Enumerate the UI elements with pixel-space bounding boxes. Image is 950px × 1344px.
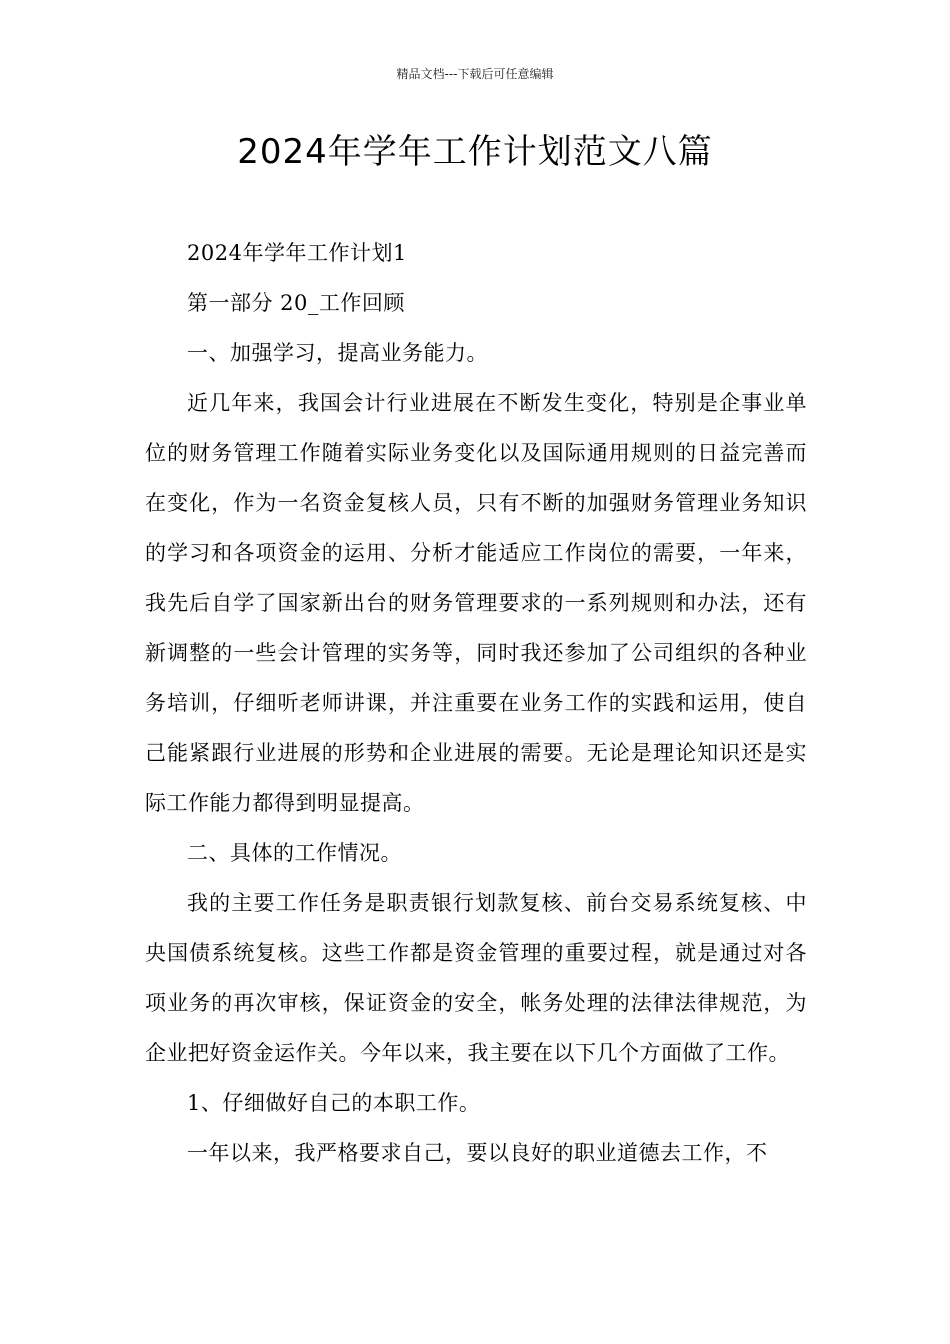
- document-body: [145, 228, 807, 1178]
- paragraph-part-heading: 第一部分 20_工作回顾: [187, 291, 405, 315]
- header-note: 精品文档---下载后可任意编辑: [396, 67, 554, 81]
- paragraph-item-1: 1、仔细做好自己的本职工作。: [187, 1091, 481, 1115]
- paragraph-subheading-2: 二、具体的工作情况。: [187, 841, 402, 865]
- paragraph-body-1: 近几年来，我国会计行业进展在不断发生变化，特别是企事业单位的财务管理工作随着实际业务变化以及国际通用规则的日益完善而在变化，作为一名资金复核人员，只有不断的加强财务管理业务知识的学习和各项资金的运用、分析才能适应工作岗位的需要，一年来，我先后自学了国家新出台的财务管理要求的一系列规则和办法，还有新调整的一些会计管理的实务等，同时我还参加了公司组织的各种业务培训，仔细听老师讲课，并注重要在业务工作的实践和运用，使自己能紧跟行业进展的形势和企业进展的需要。无论是理论知识还是实际工作能力都得到明显提高。: [145, 391, 807, 815]
- paragraph-body-3: 一年以来，我严格要求自己，要以良好的职业道德去工作，不: [187, 1141, 768, 1165]
- paragraph-section-heading: 2024年学年工作计划1: [187, 241, 407, 265]
- paragraph-body-2: 我的主要工作任务是职责银行划款复核、前台交易系统复核、中央国债系统复核。这些工作都是资金管理的重要过程，就是通过对各项业务的再次审核，保证资金的安全，帐务处理的法律法律规范，为企业把好资金运作关。今年以来，我主要在以下几个方面做了工作。: [145, 891, 807, 1065]
- paragraph-subheading-1: 一、加强学习，提高业务能力。: [187, 341, 488, 365]
- document-title: 2024年学年工作计划范文八篇: [237, 132, 713, 172]
